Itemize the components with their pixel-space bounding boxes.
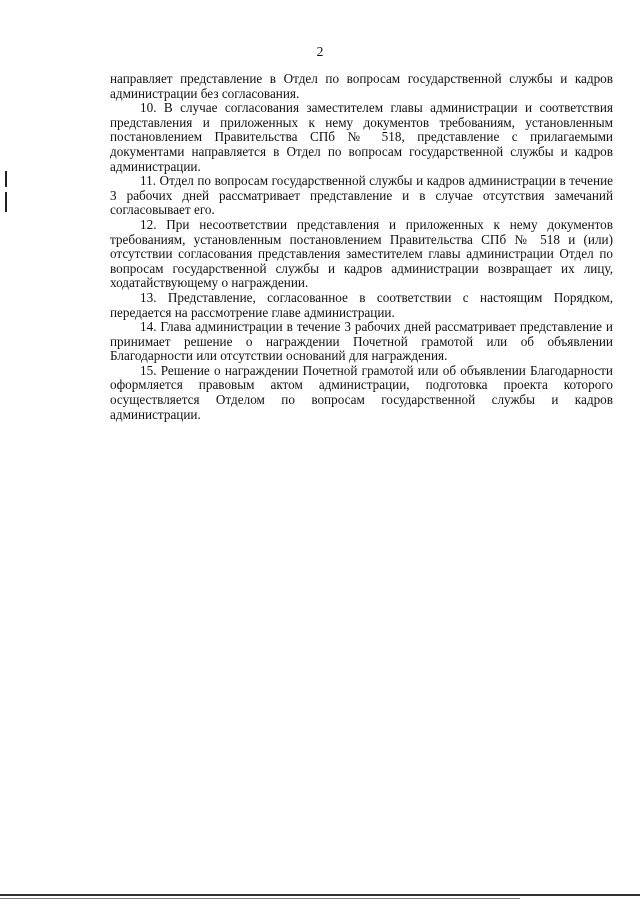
paragraph-15: 15. Решение о награждении Почетной грамотой или об объявлении Благодарности оформляется правовым актом администрации, подготовка проекта которого осуществляется Отделом по вопросам государственной службы и кадров администрации. — [110, 362, 613, 422]
page-number: 2 — [316, 44, 324, 59]
document-body — [110, 72, 613, 422]
margin-mark — [5, 171, 7, 187]
paragraph-continuation: направляет представление в Отдел по вопросам государственной службы и кадров администрации без согласования. — [110, 71, 613, 101]
scan-edge-line — [0, 894, 640, 896]
paragraph-14: 14. Глава администрации в течение 3 рабочих дней рассматривает представление и принимает решение о награждении Почетной грамотой или об объявлении Благодарности или отсутствии оснований для награждения. — [110, 319, 613, 364]
paragraph-10: 10. В случае согласования заместителем главы администрации и соответствия представления и приложенных к нему документов требованиям, установленным постановлением Правительства СПб № 518, представление с прилагаемыми документами направляется в Отдел по вопросам государственной службы и кадров администрации. — [110, 100, 613, 174]
paragraph-12: 12. При несоответствии представления и приложенных к нему документов требованиям, установленным постановлением Правительства СПб № 518 и (или) отсутствии согласования представления заместителем главы администрации Отдел по вопросам государственной службы и кадров администрации возвращает их лицу, ходатайствующему о награждении. — [110, 216, 613, 291]
scan-edge-line — [0, 898, 520, 899]
paragraph-11: 11. Отдел по вопросам государственной службы и кадров администрации в течение 3 рабочих дней рассматривает представление и в случае отсутствия замечаний согласовывает его. — [110, 173, 613, 218]
paragraph-13: 13. Представление, согласованное в соответствии с настоящим Порядком, передается на рассмотрение главе администрации. — [110, 289, 613, 320]
margin-mark — [5, 192, 7, 212]
